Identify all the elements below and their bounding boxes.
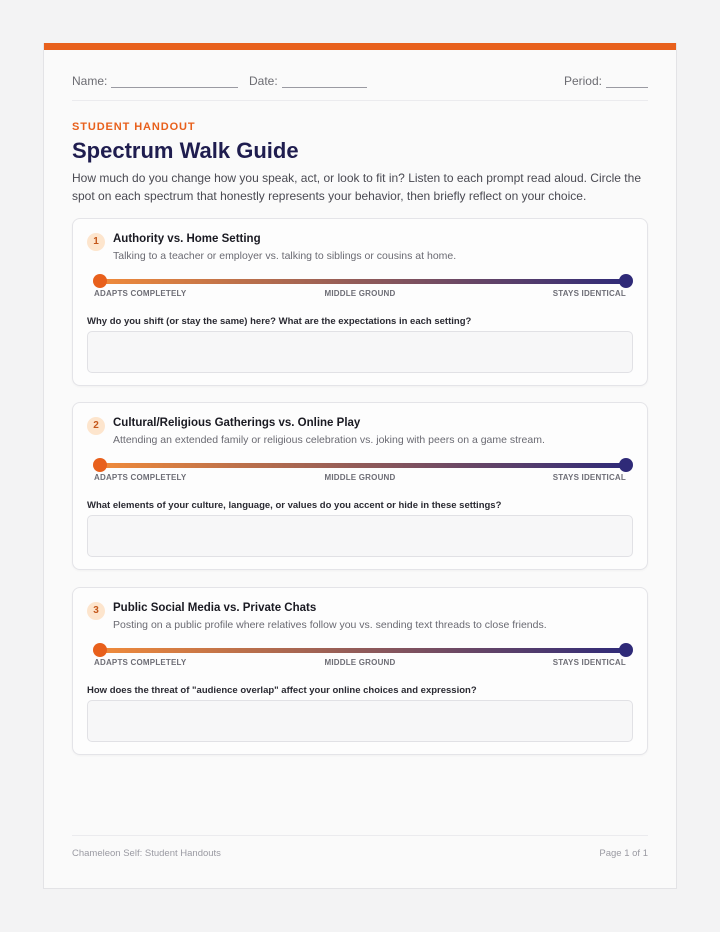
- scale-label-middle: MIDDLE GROUND: [324, 289, 396, 298]
- page-number: Page 1 of 1: [599, 848, 648, 859]
- spectrum-right-endpoint[interactable]: [619, 274, 633, 288]
- reflection-answer-box[interactable]: [87, 700, 633, 742]
- scale-label-left: ADAPTS COMPLETELY: [94, 658, 187, 667]
- handout-page: [43, 43, 677, 889]
- prompt-subtitle: Talking to a teacher or employer vs. talking to siblings or cousins at home.: [113, 250, 457, 262]
- accent-top-bar: [44, 43, 676, 50]
- name-label: Name:: [72, 74, 108, 88]
- scale-label-middle: MIDDLE GROUND: [324, 658, 396, 667]
- spectrum-right-endpoint[interactable]: [619, 458, 633, 472]
- spectrum-left-endpoint[interactable]: [93, 643, 107, 657]
- intro-text: How much do you change how you speak, act, or look to fit in? Listen to each prompt read aloud. Circle the spot on each spectrum that honestly represents your behavior, then briefly reflect on your choice.: [72, 171, 641, 203]
- scale-label-middle: MIDDLE GROUND: [324, 473, 396, 482]
- page-title: Spectrum Walk Guide: [72, 138, 299, 163]
- scale-label-right: STAYS IDENTICAL: [552, 473, 626, 482]
- prompt-title: Cultural/Religious Gatherings vs. Online Play: [113, 417, 361, 429]
- header-divider: [72, 100, 648, 101]
- date-field[interactable]: [249, 74, 367, 88]
- scale-label-right: STAYS IDENTICAL: [552, 658, 626, 667]
- scale-label-left: ADAPTS COMPLETELY: [94, 473, 187, 482]
- name-blank-line[interactable]: [111, 76, 238, 88]
- spectrum-left-endpoint[interactable]: [93, 274, 107, 288]
- prompt-title: Public Social Media vs. Private Chats: [113, 602, 317, 614]
- reflection-question: Why do you shift (or stay the same) here? What are the expectations in each setting?: [87, 316, 472, 327]
- scale-label-right: STAYS IDENTICAL: [552, 289, 626, 298]
- prompt-number-badge: 3: [87, 602, 105, 620]
- period-field[interactable]: [564, 74, 648, 88]
- reflection-question: How does the threat of "audience overlap" affect your online choices and expression?: [87, 685, 477, 696]
- period-label: Period:: [563, 74, 602, 88]
- prompt-number-badge: 2: [87, 417, 105, 435]
- spectrum-track[interactable]: [100, 463, 626, 468]
- student-info-row: [72, 74, 648, 94]
- spectrum-track[interactable]: [100, 648, 626, 653]
- prompt-card-2: [72, 402, 648, 570]
- reflection-question: What elements of your culture, language, or values do you accent or hide in these settings?: [87, 500, 502, 511]
- prompt-card-1: [72, 218, 648, 386]
- footer-divider: [72, 835, 648, 836]
- scale-label-left: ADAPTS COMPLETELY: [94, 289, 187, 298]
- spectrum-right-endpoint[interactable]: [619, 643, 633, 657]
- eyebrow-label: STUDENT HANDOUT: [72, 121, 196, 133]
- footer-title: Chameleon Self: Student Handouts: [72, 848, 221, 859]
- prompt-card-3: [72, 587, 648, 755]
- spectrum-left-endpoint[interactable]: [93, 458, 107, 472]
- prompt-subtitle: Attending an extended family or religious celebration vs. joking with peers on a game stream.: [113, 434, 545, 446]
- prompt-title: Authority vs. Home Setting: [113, 233, 261, 245]
- date-label: Date:: [249, 74, 278, 88]
- reflection-answer-box[interactable]: [87, 331, 633, 373]
- date-blank-line[interactable]: [282, 76, 367, 88]
- reflection-answer-box[interactable]: [87, 515, 633, 557]
- name-field[interactable]: [72, 74, 238, 88]
- prompt-subtitle: Posting on a public profile where relatives follow you vs. sending text threads to close friends.: [113, 619, 547, 631]
- prompt-number-badge: 1: [87, 233, 105, 251]
- spectrum-track[interactable]: [100, 279, 626, 284]
- period-blank-line[interactable]: [606, 76, 648, 88]
